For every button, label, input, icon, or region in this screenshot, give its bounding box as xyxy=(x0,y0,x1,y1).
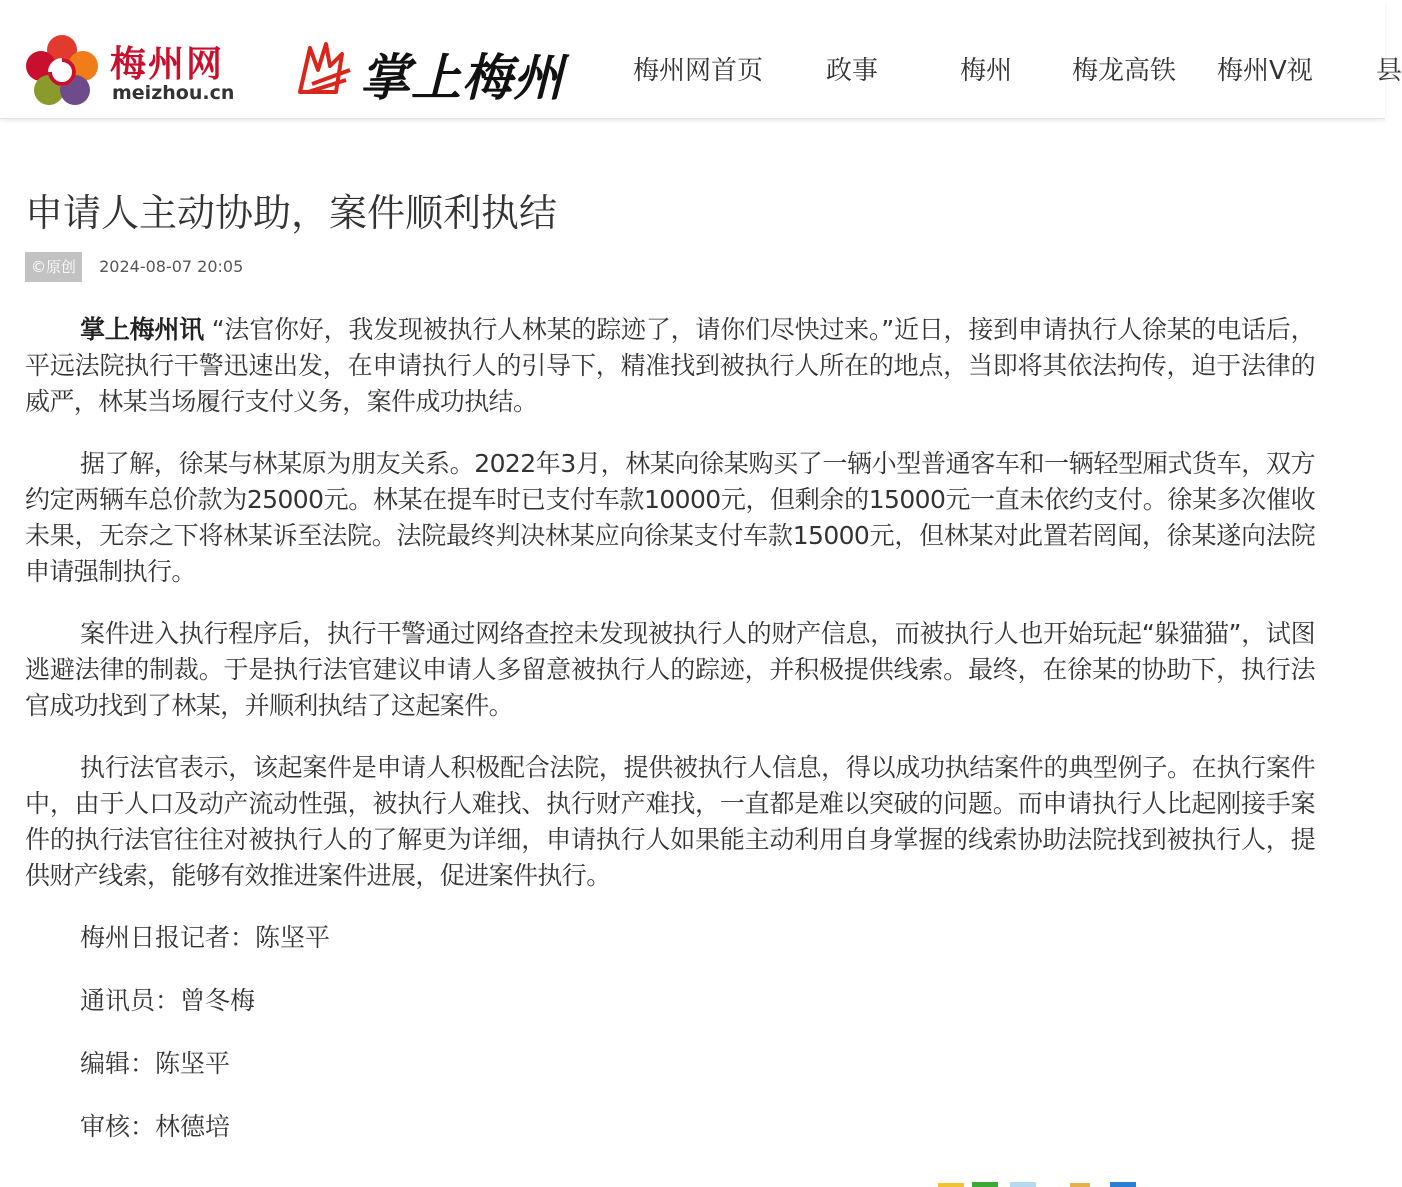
share-icons-edge xyxy=(930,1181,1150,1187)
article-paragraph xyxy=(25,312,1315,420)
credit-correspondent: 通讯员：曾冬梅 xyxy=(80,986,256,1015)
nav-item-meilong-railway[interactable]: 梅龙高铁 xyxy=(1072,56,1177,86)
nav-item-county[interactable]: 县 xyxy=(1376,56,1402,86)
article-title: 申请人主动协助，案件顺利执结 xyxy=(25,191,558,235)
article-paragraph: 据了解，徐某与林某原为朋友关系。2022年3月，林某向徐某购买了一辆小型普通客车和一辆轻型厢式货车，双方约定两辆车总价款为25000元。林某在提车时已支付车款10000元，但剩余的15000元一直未依约支付。徐某多次催收未果，无奈之下将林某诉至法院。法院最终判决林某应向徐某支付车款15000元，但林某对此置若罔闻，徐某遂向法院申请强制执行。 xyxy=(25,449,1315,586)
nav-item-politics[interactable]: 政事 xyxy=(826,56,879,86)
original-badge: ©原创 xyxy=(25,252,82,282)
article-paragraph: 案件进入执行程序后，执行干警通过网络查控未发现被执行人的财产信息，而被执行人也开始玩起“躲猫猫”，试图逃避法律的制裁。于是执行法官建议申请人多留意被执行人的踪迹，并积极提供线索。最终，在徐某的协助下，执行法官成功找到了林某，并顺利执结了这起案件。 xyxy=(25,619,1315,720)
logo-cn-text: 梅州网 xyxy=(110,43,225,85)
publish-date: 2024-08-07 20:05 xyxy=(99,257,244,276)
credit-reporter: 梅州日报记者：陈坚平 xyxy=(80,923,331,952)
nav-item-home[interactable]: 梅州网首页 xyxy=(633,56,764,86)
nav-item-meizhou[interactable]: 梅州 xyxy=(960,56,1013,86)
main-nav xyxy=(0,0,1402,118)
site-header xyxy=(0,0,1402,119)
credit-editor: 编辑：陈坚平 xyxy=(80,1049,231,1078)
logo-en-text: meizhou.cn xyxy=(112,82,235,104)
article-paragraph: 执行法官表示，该起案件是申请人积极配合法院，提供被执行人信息，得以成功执结案件的典型例子。在执行案件中，由于人口及动产流动性强，被执行人难找、执行财产难找，一直都是难以突破的问题。而申请执行人比起刚接手案件的执行法官往往对被执行人的了解更为详细，申请执行人如果能主动利用自身掌握的线索协助法院找到被执行人，提供财产线索，能够有效推进案件进展，促进案件执行。 xyxy=(25,753,1315,890)
paragraph-text: “法官你好，我发现被执行人林某的踪迹了，请你们尽快过来。”近日，接到申请执行人徐某的电话后，平远法院执行干警迅速出发，在申请执行人的引导下，精准找到被执行人所在的地点，当即将其依法拘传，迫于法律的威严，林某当场履行支付义务，案件成功执结。 xyxy=(25,315,1315,416)
nav-item-meizhou-video[interactable]: 梅州V视 xyxy=(1217,56,1313,86)
credit-reviewer: 审核：林德培 xyxy=(80,1112,231,1141)
article-body xyxy=(25,312,1315,1172)
zhangshang-logo-text: 掌上梅州 xyxy=(360,48,564,107)
lead-source: 掌上梅州讯 xyxy=(80,315,204,344)
article-meta xyxy=(25,252,243,282)
